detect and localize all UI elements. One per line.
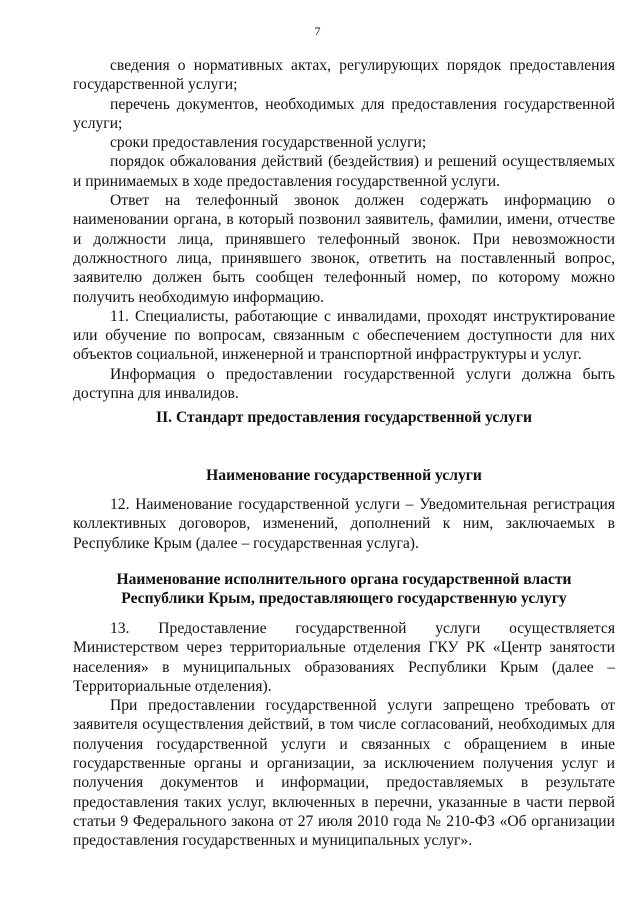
subsection-2-block bbox=[73, 619, 615, 851]
subsection-1-block bbox=[73, 495, 615, 553]
paragraph: 11. Специалисты, работающие с инвалидами, проходят инструктирование или обучение по вопросам, связанным с обеспечением доступности для них объектов социальной, инженерной и транспортной инфраструктуры и услуг. bbox=[73, 307, 615, 364]
paragraph: 12. Наименование государственной услуги – Уведомительная регистрация коллективных договоров, изменений, дополнений к ним, заключаемых в Республике Крым (далее – государственная услуга). bbox=[73, 496, 615, 552]
paragraph: сведения о нормативных актах, регулирующих порядок предоставления государственной услуги; bbox=[73, 57, 615, 94]
subsection-title bbox=[73, 570, 615, 609]
subsection-title: Наименование государственной услуги bbox=[206, 467, 482, 484]
paragraph: порядок обжалования действий (бездействия) и решений осуществляемых и принимаемых в ходе предоставления государственной услуги. bbox=[73, 153, 615, 190]
subsection-title-line: Наименование исполнительного органа государственной власти bbox=[116, 571, 572, 588]
paragraph: 13. Предоставление государственной услуги осуществляется Министерством через территориальные отделения ГКУ РК «Центр занятости населения» в муниципальных образованиях Республики Крым (далее – Территориальные отделения). bbox=[73, 620, 615, 695]
paragraph: Ответ на телефонный звонок должен содержать информацию о наименовании органа, в который позвонил заявитель, фамилии, имени, отчестве и должности лица, принявшего телефонный звонок. При невозможности должностного лица, принявшего звонок, ответить на поставленный вопрос, заявителю должен быть сообщен телефонный номер, по которому можно получить необходимую информацию. bbox=[73, 192, 615, 306]
page-number: 7 bbox=[314, 24, 321, 38]
paragraph: перечень документов, необходимых для предоставления государственной услуги; bbox=[73, 95, 615, 132]
section-title: II. Стандарт предоставления государственной услуги bbox=[156, 409, 532, 426]
paragraph: сроки предоставления государственной услуги; bbox=[110, 134, 427, 152]
paragraph: При предоставлении государственной услуги запрещено требовать от заявителя осуществления действий, в том числе согласований, необходимых для получения государственной услуги и связанных с обращением в иные государственные органы и организации, за исключением получения услуг и получения документов и информации, предоставляемых в результате предоставления таких услуг, включенных в перечни, указанные в части первой статьи 9 Федерального закона от 27 июля 2010 года № 210-ФЗ «Об организации предоставления государственных и муниципальных услуг». bbox=[73, 697, 615, 850]
paragraph: Информация о предоставлении государственной услуги должна быть доступна для инвалидов. bbox=[73, 365, 615, 403]
subsection-title-line: Республики Крым, предоставляющего государственную услугу bbox=[121, 590, 567, 608]
intro-block bbox=[73, 56, 615, 403]
